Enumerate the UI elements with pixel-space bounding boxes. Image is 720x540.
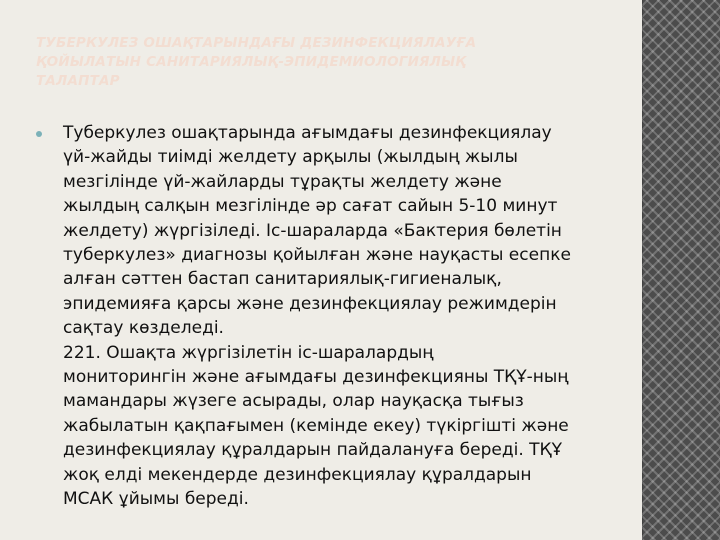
slide-content (36, 121, 648, 521)
slide-body-text: Туберкулез ошақтарында ағымдағы дезинфекциялау үй-жайды тиімді желдету арқылы (жылдың жылы мезгілінде үй-жайларды тұрақты желдету және жылдың салқын мезгілінде әр сағат сайын 5-10 минут желдету) жүргізіледі. Іс-шараларда «Бактерия бөлетін туберкулез» диагнозы қойылған және науқасты есепке алған сәттен бастап санитариялық-гигиеналық, эпидемияға қарсы және дезинфекциялау режимдерін сақтау көзделеді. 221. Ошақта жүргізілетін іс-шаралардың мониторингін және ағымдағы дезинфекцияны ТҚҰ-ның мамандары жүзеге асырады, олар науқасқа тығыз жабылатын қақпағымен (кемінде екеу) түкіргішті және дезинфекциялау құралдарын пайдалануға береді. ТҚҰ жоқ елді мекендерде дезинфекциялау құралдарын МСАК ұйымы береді. (63, 123, 571, 510)
bullet-dot-icon (36, 131, 42, 137)
slide-title: ТУБЕРКУЛЕЗ ОШАҚТАРЫНДАҒЫ ДЕЗИНФЕКЦИЯЛАУҒА ҚОЙЫЛАТЫН САНИТАРИЯЛЫҚ-ЭПИДЕМИОЛОГИЯЛЫҚ ТАЛАПТАР (36, 35, 477, 89)
decorative-pattern-strip (642, 0, 720, 540)
